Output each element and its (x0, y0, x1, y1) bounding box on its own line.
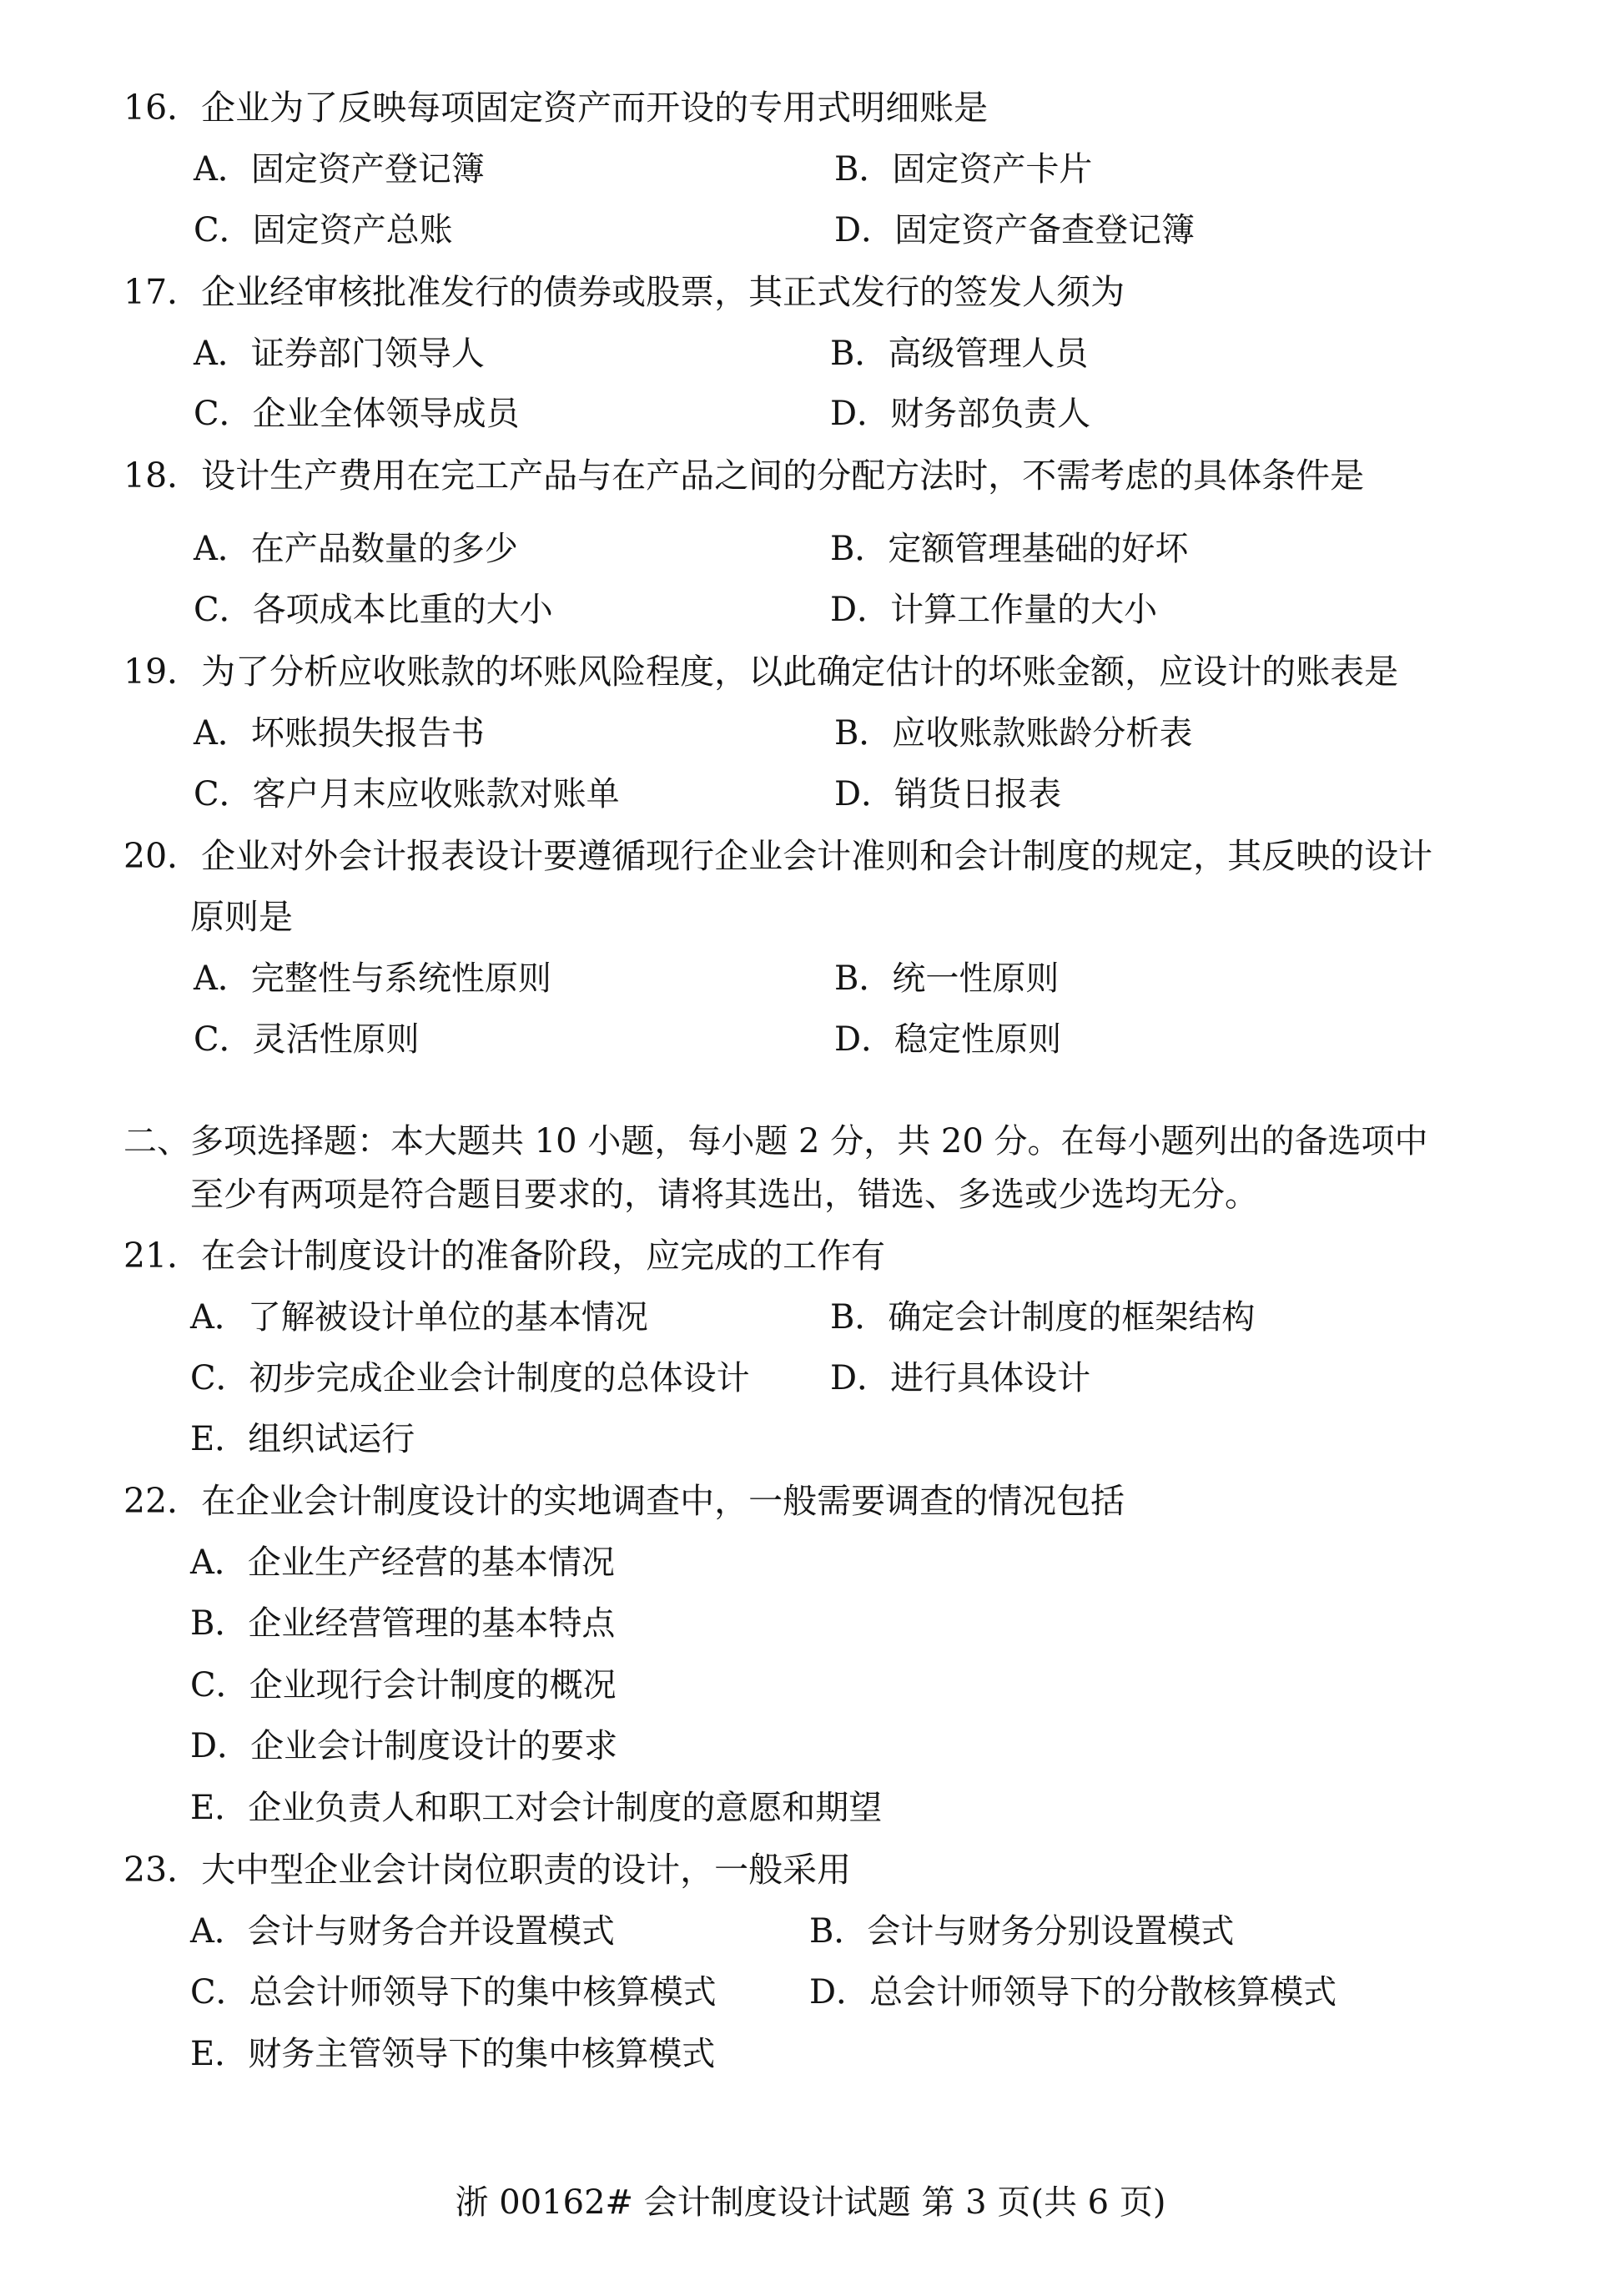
option-a: A．在产品数量的多少 (194, 530, 518, 568)
option-d: D．稳定性原则 (834, 1020, 1062, 1059)
question-number: 19． (123, 652, 202, 692)
option-c: C．客户月末应收账款对账单 (194, 775, 620, 813)
question-stem: 企业对外会计报表设计要遵循现行企业会计准则和会计制度的规定，其反映的设计 (201, 836, 1433, 876)
option-b: B．企业经营管理的基本特点 (190, 1604, 616, 1643)
option-b: B．固定资产卡片 (834, 150, 1093, 189)
question-20 (123, 834, 1492, 878)
option-d: D．企业会计制度设计的要求 (190, 1727, 618, 1765)
option-d: D．计算工作量的大小 (830, 591, 1158, 629)
question-16 (123, 86, 1492, 129)
option-d: D．进行具体设计 (830, 1359, 1091, 1397)
question-number: 17． (123, 272, 202, 312)
option-a: A．企业生产经营的基本情况 (190, 1543, 615, 1582)
question-19 (123, 650, 1492, 693)
question-stem: 为了分析应收账款的坏账风险程度，以此确定估计的坏账金额，应设计的账表是 (201, 652, 1399, 692)
option-a: A．了解被设计单位的基本情况 (190, 1298, 648, 1337)
option-d: D．总会计师领导下的分散核算模式 (809, 1973, 1337, 2012)
option-a: A．坏账损失报告书 (194, 714, 485, 753)
section-instructions: 至少有两项是符合题目要求的，请将其选出，错选、多选或少选均无分。 (190, 1176, 1258, 1214)
option-a: A．固定资产登记簿 (194, 150, 485, 189)
option-e: E．组织试运行 (190, 1420, 415, 1458)
option-d: D．固定资产备查登记簿 (834, 211, 1196, 249)
question-number: 20． (123, 836, 202, 876)
option-b: B．统一性原则 (834, 959, 1060, 998)
option-c: C．企业全体领导成员 (194, 395, 520, 433)
question-number: 18． (123, 456, 202, 496)
question-number: 21． (123, 1236, 202, 1276)
question-number: 23． (123, 1850, 202, 1890)
option-c: C．灵活性原则 (194, 1020, 420, 1059)
question-stem: 企业为了反映每项固定资产而开设的专用式明细账是 (201, 88, 989, 128)
question-stem: 在企业会计制度设计的实地调查中，一般需要调查的情况包括 (201, 1481, 1125, 1521)
question-23 (123, 1848, 1492, 1891)
question-stem: 在会计制度设计的准备阶段，应完成的工作有 (201, 1236, 886, 1276)
option-a: A．会计与财务合并设置模式 (190, 1912, 615, 1951)
question-stem: 设计生产费用在完工产品与在产品之间的分配方法时，不需考虑的具体条件是 (201, 456, 1365, 496)
question-21 (123, 1234, 1492, 1277)
option-e: E．企业负责人和职工对会计制度的意愿和期望 (190, 1789, 883, 1827)
section-heading: 二、多项选择题：本大题共 10 小题，每小题 2 分，共 20 分。在每小题列出的备选项中 (123, 1122, 1428, 1161)
question-stem: 大中型企业会计岗位职责的设计，一般采用 (201, 1850, 852, 1890)
option-b: B．高级管理人员 (830, 335, 1089, 373)
question-17 (123, 270, 1492, 314)
option-c: C．初步完成企业会计制度的总体设计 (190, 1359, 750, 1397)
option-c: C．固定资产总账 (194, 211, 453, 249)
question-stem-continued: 原则是 (190, 897, 293, 937)
option-e: E．财务主管领导下的集中核算模式 (190, 2035, 716, 2073)
option-b: B．定额管理基础的好坏 (830, 530, 1189, 568)
option-b: B．应收账款账龄分析表 (834, 714, 1193, 753)
option-c: C．总会计师领导下的集中核算模式 (190, 1973, 717, 2012)
option-b: B．会计与财务分别设置模式 (809, 1912, 1235, 1951)
option-a: A．证券部门领导人 (194, 335, 485, 373)
page-footer: 浙 00162# 会计制度设计试题 第 3 页(共 6 页) (455, 2183, 1166, 2222)
question-stem: 企业经审核批准发行的债券或股票，其正式发行的签发人须为 (201, 272, 1125, 312)
question-number: 22． (123, 1481, 202, 1521)
option-b: B．确定会计制度的框架结构 (830, 1298, 1256, 1337)
option-a: A．完整性与系统性原则 (194, 959, 551, 998)
option-c: C．企业现行会计制度的概况 (190, 1666, 617, 1704)
option-c: C．各项成本比重的大小 (194, 591, 553, 629)
question-22 (123, 1479, 1492, 1523)
option-d: D．销货日报表 (834, 775, 1062, 813)
option-d: D．财务部负责人 (830, 395, 1091, 433)
question-18 (123, 454, 1492, 497)
question-number: 16． (123, 88, 202, 128)
